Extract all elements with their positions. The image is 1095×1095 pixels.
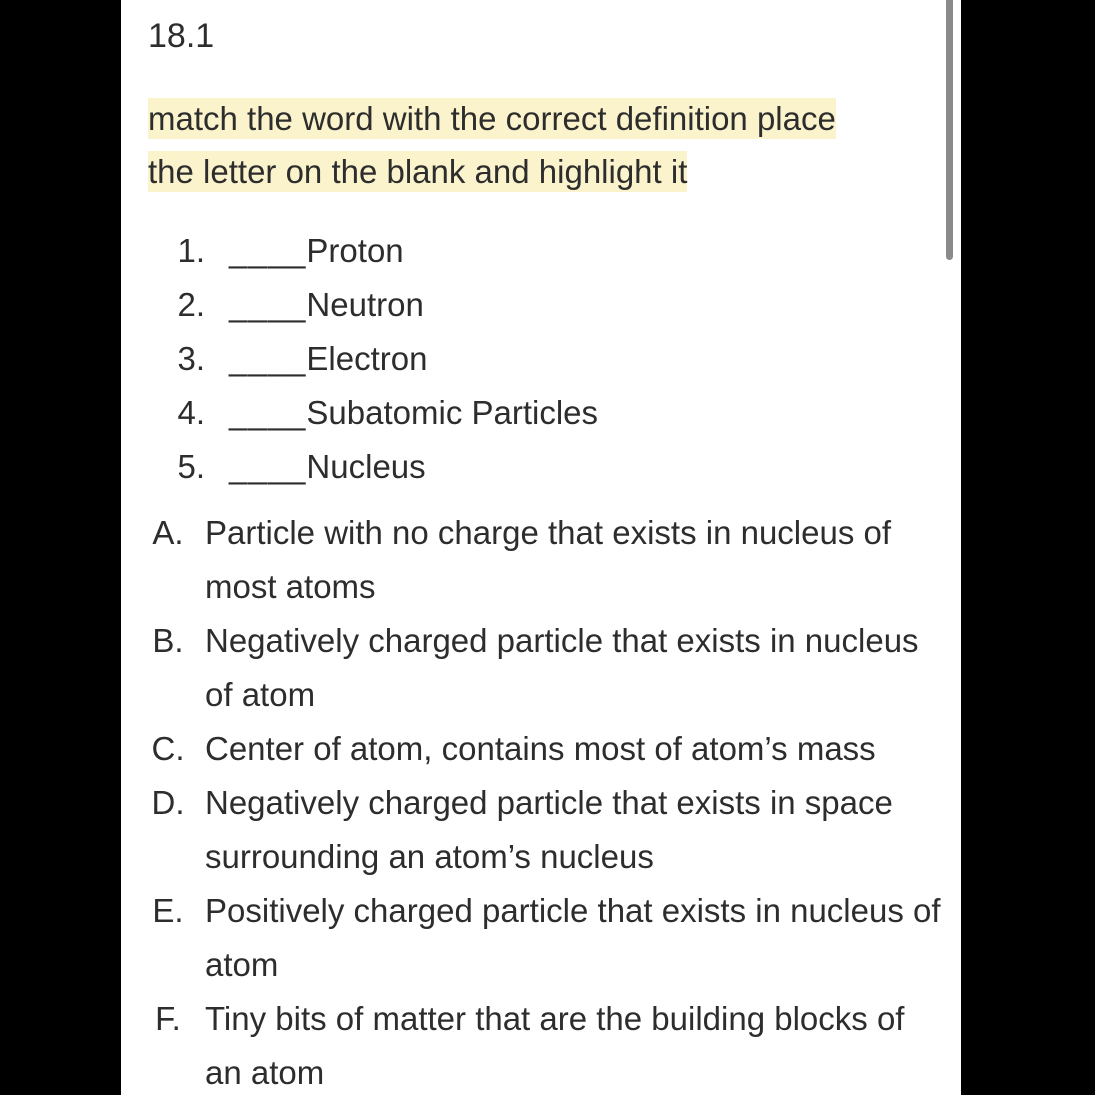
- definition-letter: D.: [151, 784, 185, 821]
- definition-item: [148, 506, 945, 614]
- definition-item: [148, 614, 945, 722]
- term-item: [148, 224, 598, 278]
- term-number: 1.: [177, 232, 205, 269]
- term-item: [148, 332, 598, 386]
- answer-blank[interactable]: ____: [229, 448, 307, 485]
- definition-letter: C.: [151, 730, 185, 767]
- term-word: Subatomic Particles: [306, 394, 599, 431]
- answer-blank[interactable]: ____: [229, 232, 307, 269]
- terms-list: [148, 224, 598, 494]
- definition-text: Positively charged particle that exists in nucleus of atom: [205, 892, 941, 983]
- instructions-line-2: the letter on the blank and highlight it: [148, 153, 688, 190]
- term-item: [148, 278, 598, 332]
- definition-text: Center of atom, contains most of atom’s mass: [205, 730, 876, 767]
- definition-item: [148, 992, 945, 1095]
- definition-letter: E.: [152, 892, 184, 929]
- definition-item: [148, 776, 945, 884]
- instructions: [148, 92, 948, 198]
- definitions-list: [148, 506, 945, 1095]
- definition-letter: B.: [152, 622, 184, 659]
- definition-text: Tiny bits of matter that are the building blocks of an atom: [205, 1000, 905, 1091]
- definition-text: Particle with no charge that exists in nucleus of most atoms: [205, 514, 892, 605]
- term-item: [148, 440, 598, 494]
- section-number: 18.1: [148, 17, 215, 55]
- answer-blank[interactable]: ____: [229, 394, 307, 431]
- vertical-scrollbar[interactable]: [946, 0, 953, 260]
- document-page: [121, 0, 961, 1095]
- definition-text: Negatively charged particle that exists in space surrounding an atom’s nucleus: [205, 784, 893, 875]
- term-number: 3.: [177, 340, 205, 377]
- term-word: Nucleus: [306, 448, 426, 485]
- definition-item: [148, 884, 945, 992]
- definition-item: [148, 722, 945, 776]
- definition-letter: F.: [155, 1000, 181, 1037]
- definition-text: Negatively charged particle that exists in nucleus of atom: [205, 622, 919, 713]
- term-number: 4.: [177, 394, 205, 431]
- term-word: Electron: [306, 340, 428, 377]
- term-word: Proton: [306, 232, 404, 269]
- instructions-line-1: match the word with the correct definition place: [148, 100, 836, 137]
- answer-blank[interactable]: ____: [229, 340, 307, 377]
- answer-blank[interactable]: ____: [229, 286, 307, 323]
- definition-letter: A.: [152, 514, 184, 551]
- term-number: 2.: [177, 286, 205, 323]
- term-number: 5.: [177, 448, 205, 485]
- term-word: Neutron: [306, 286, 424, 323]
- term-item: [148, 386, 598, 440]
